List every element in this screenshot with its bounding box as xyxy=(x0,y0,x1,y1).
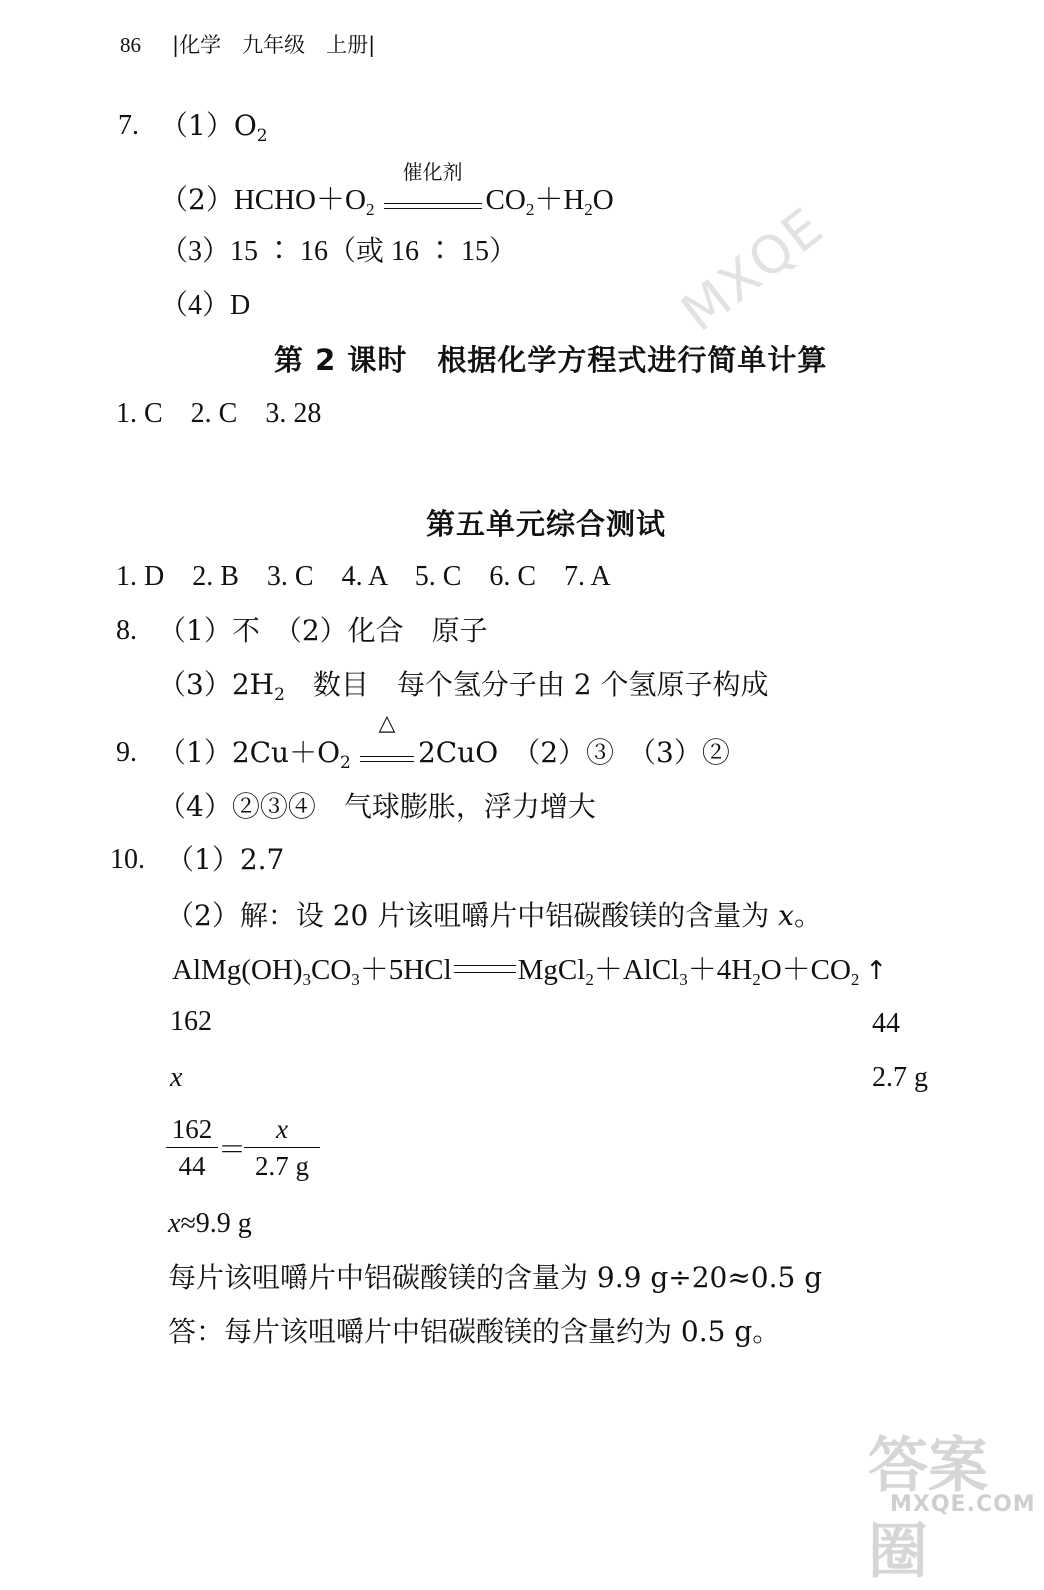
diagonal-watermark: MXQE xyxy=(670,196,836,344)
q7-part4: （4）D xyxy=(160,290,251,321)
unit-test-title: 第五单元综合测试 xyxy=(426,507,667,541)
running-header: |化学 九年级 上册| xyxy=(172,33,376,57)
q7-number: 7. xyxy=(118,110,139,141)
fraction-equals: ＝ xyxy=(218,1133,247,1166)
q10-number: 10. xyxy=(110,844,145,875)
unknown-mass: x xyxy=(170,1062,183,1093)
result-line: x≈9.9 g xyxy=(168,1208,252,1239)
page-number: 86 xyxy=(120,33,141,57)
fraction-left: 162 44 xyxy=(166,1112,218,1183)
corner-watermark-logo: 答案圈 xyxy=(868,1431,988,1587)
known-mass: 2.7 g xyxy=(872,1062,928,1093)
catalyst-condition: 催化剂 xyxy=(380,180,486,220)
q9-number: 9. xyxy=(116,737,137,768)
corner-watermark-url: MXQE.COM xyxy=(890,1492,1036,1517)
q7-part2-equation: （2）HCHO＋O2 催化剂 CO2＋H2O xyxy=(160,160,614,219)
heat-condition: △ xyxy=(356,733,418,773)
molar-mass-left: 162 xyxy=(170,1006,212,1037)
q7-part3: （3）15 ∶ 16（或 16 ∶ 15） xyxy=(160,236,518,267)
q8-line1: （1）不 （2）化合 原子 xyxy=(158,614,488,647)
molar-mass-right: 44 xyxy=(872,1008,900,1039)
q9-line2: （4）②③④ 气球膨胀，浮力增大 xyxy=(158,790,596,823)
q10-part1: （1）2.7 xyxy=(166,843,285,876)
q8-number: 8. xyxy=(116,615,137,646)
per-tablet-calculation: 每片该咀嚼片中铝碳酸镁的含量为 9.9 g÷20≈0.5 g xyxy=(168,1261,823,1294)
q8-line2: $(3)2H_2$ 数目 每个氢分子由 2 个氢原子构成 xyxy=(158,668,769,705)
lesson2-answers: 1. C 2. C 3. 28 xyxy=(116,398,322,429)
gas-arrow-icon: ↑ xyxy=(865,956,888,986)
q9-line1: （1）2Cu＋O2 △ 2CuO （2）③ （3）② xyxy=(158,711,730,773)
multiple-choice-answers: 1. D 2. B 3. C 4. A 5. C 6. C 7. A xyxy=(116,561,611,592)
fraction-right: x 2.7 g xyxy=(244,1112,320,1183)
final-answer: 答：每片该咀嚼片中铝碳酸镁的含量约为 0.5 g。 xyxy=(168,1315,781,1348)
lesson2-title: 第 2 课时 根据化学方程式进行简单计算 xyxy=(274,343,828,377)
q7-part1: $(1)O_2$ xyxy=(160,109,268,146)
q10-part2-intro: （2）解：设 20 片该咀嚼片中铝碳酸镁的含量为 x。 xyxy=(166,899,822,932)
q10-chemical-equation: $AlMg(OH)_3CO_3+5HCl$ $MgCl_2+AlCl_3+4H_2O+CO_2$ ↑ xyxy=(172,950,887,1000)
